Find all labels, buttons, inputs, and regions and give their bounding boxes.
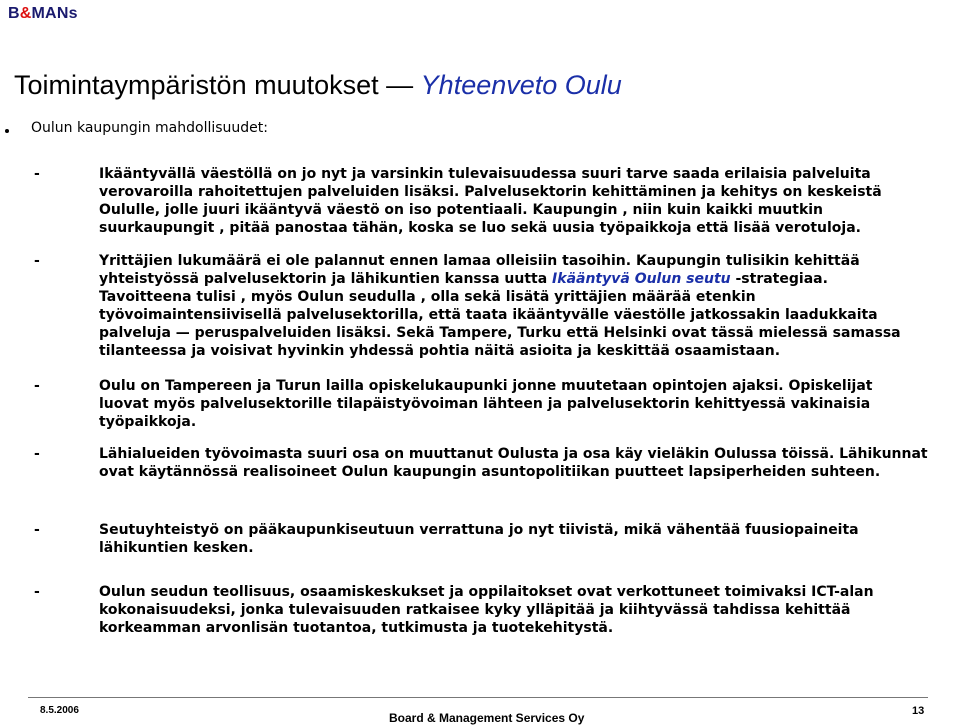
item-line: Yrittäjien lukumäärä ei ole palannut ennen lamaa olleisiin tasoihin. Kaupungin tulisikin kehittää [99,253,860,269]
item-line-end: -strategiaa. [730,271,828,287]
footer-date: 8.5.2006 [40,705,79,716]
footer-divider [28,697,928,698]
page-number: 13 [912,705,925,717]
item-line: Seutuyhteistyö on pääkaupunkiseutuun verrattuna jo nyt tiivistä, mikä vähentää fuusiopaineita [99,522,859,538]
item-line: tilanteessa ja voisivat hyvinkin yhdessä pohtia näitä asioita ja keskittää osaamistaan. [99,343,781,359]
dash-marker: - [34,166,40,182]
item-line: työvoimaintensiivisellä palvelusektorilla, että taata ikääntyvälle väestölle jatkossakin laadukkaita [99,307,878,323]
item-line: suurkaupungit , pitää panostaa tähän, koska se luo sekä uusia työpaikkoja että lisää verotuloja. [99,220,861,236]
item-line: lähikuntien kesken. [99,540,254,556]
item-line: Ikääntyvällä väestöllä on jo nyt ja varsinkin tulevaisuudessa suuri tarve saada erilaisia palveluita [99,166,871,182]
item-line: Oululle, jolle juuri ikääntyvä väestö on iso potentiaali. Kaupungin , niin kuin kaikki muutkin [99,202,824,218]
item-line: kokonaisuudeksi, jonka tulevaisuuden ratkaisee kyky ylläpitää ja kiihtyvässä tahdissa kehittää [99,602,851,618]
dash-marker: - [34,378,40,394]
item-line: verovaroilla rahoitettujen palveluiden lisäksi. Palvelusektorin kehittäminen ja kehitys on keskeistä [99,184,882,200]
dash-marker: - [34,253,40,269]
item-line: työpaikkoja. [99,414,197,430]
page-title [14,70,622,101]
item-line: Tavoitteena tulisi , myös Oulun seudulla , olla sekä lisätä yrittäjien määrää etenkin [99,289,756,305]
strategy-highlight: Ikääntyvä Oulun seutu [552,271,731,287]
item-line: Oulu on Tampereen ja Turun lailla opiskelukaupunki jonne muutetaan opintojen ajaksi. Opiskelijat [99,378,873,394]
title-subtitle: Yhteenveto Oulu [420,70,622,100]
item-line: luovat myös palvelusektorille tilapäistyövoiman lähteen ja palvelusektorin kehittyessä vakinaisia [99,396,871,412]
item-line: yhteistyössä palvelusektorin ja lähikuntien kanssa uutta [99,271,553,287]
item-line: palveluja — peruspalveluiden lisäksi. Sekä Tampere, Turku että Helsinki ovat tässä mielessä samassa [99,325,901,341]
title-main: Toimintaympäristön muutokset — [14,70,414,100]
dash-marker: - [34,584,40,600]
brand-logo: B&MANs [8,5,78,22]
intro-heading: Oulun kaupungin mahdollisuudet: [31,120,268,136]
item-line: Lähialueiden työvoimasta suuri osa on muuttanut Oulusta ja osa käy vieläkin Oulussa töissä. Lähikunnat [99,446,928,462]
dash-marker: - [34,522,40,538]
item-line: Oulun seudun teollisuus, osaamiskeskukset ja oppilaitokset ovat verkottuneet toimivaksi ICT-alan [99,584,874,600]
footer-company: Board & Management Services Oy [389,711,585,725]
dash-marker: - [34,446,40,462]
item-line: ovat käytännössä realisoineet Oulun kaupungin asuntopolitiikan puutteet lapsiperheiden suhteen. [99,464,881,480]
bullet-icon [5,129,9,133]
item-line: korkeamman arvonlisän tuotantoa, tutkimusta ja tuotekehitystä. [99,620,614,636]
